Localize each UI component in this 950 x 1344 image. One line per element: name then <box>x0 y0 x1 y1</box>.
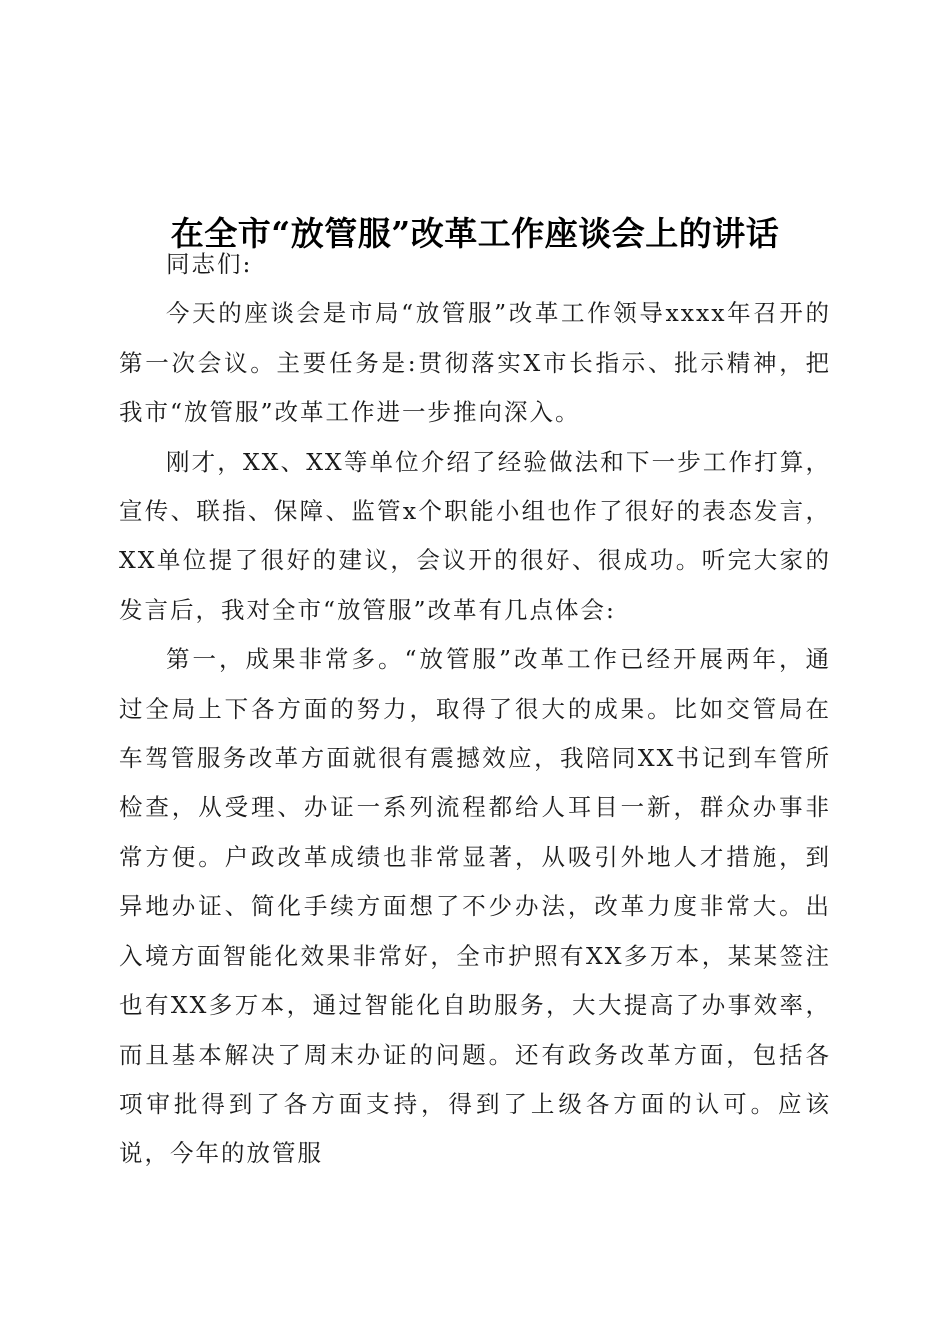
document-title: 在全市“放管服”改革工作座谈会上的讲话 <box>170 214 780 254</box>
paragraph-1: 今天的座谈会是市局“放管服”改革工作领导xxxx年召开的第一次会议。主要任务是:贯彻落实X市长指示、批示精神，把我市“放管服”改革工作进一步推向深入。 <box>119 299 831 427</box>
paragraph-3: 第一，成果非常多。“放管服”改革工作已经开展两年，通过全局上下各方面的努力，取得了很大的成果。比如交管局在车驾管服务改革方面就很有震撼效应，我陪同XX书记到车管所检查，从受理、办证一系列流程都给人耳目一新，群众办事非常方便。户政改革成绩也非常显著，从吸引外地人才措施，到异地办证、简化手续方面想了不少办法，改革力度非常大。出入境方面智能化效果非常好，全市护照有XX多万本，某某签注也有XX多万本，通过智能化自助服务，大大提高了办事效率，而且基本解决了周末办证的问题。还有政务改革方面，包括各项审批得到了各方面支持，得到了上级各方面的认可。应该说，今年的放管服 <box>119 645 831 1168</box>
salutation: 同志们: <box>166 250 253 278</box>
paragraph-2: 刚才，XX、XX等单位介绍了经验做法和下一步工作打算，宣传、联指、保障、监管x个职能小组也作了很好的表态发言，XX单位提了很好的建议，会议开的很好、很成功。听完大家的发言后，我对全市“放管服”改革有几点体会: <box>119 447 831 624</box>
document-body <box>119 240 831 1179</box>
